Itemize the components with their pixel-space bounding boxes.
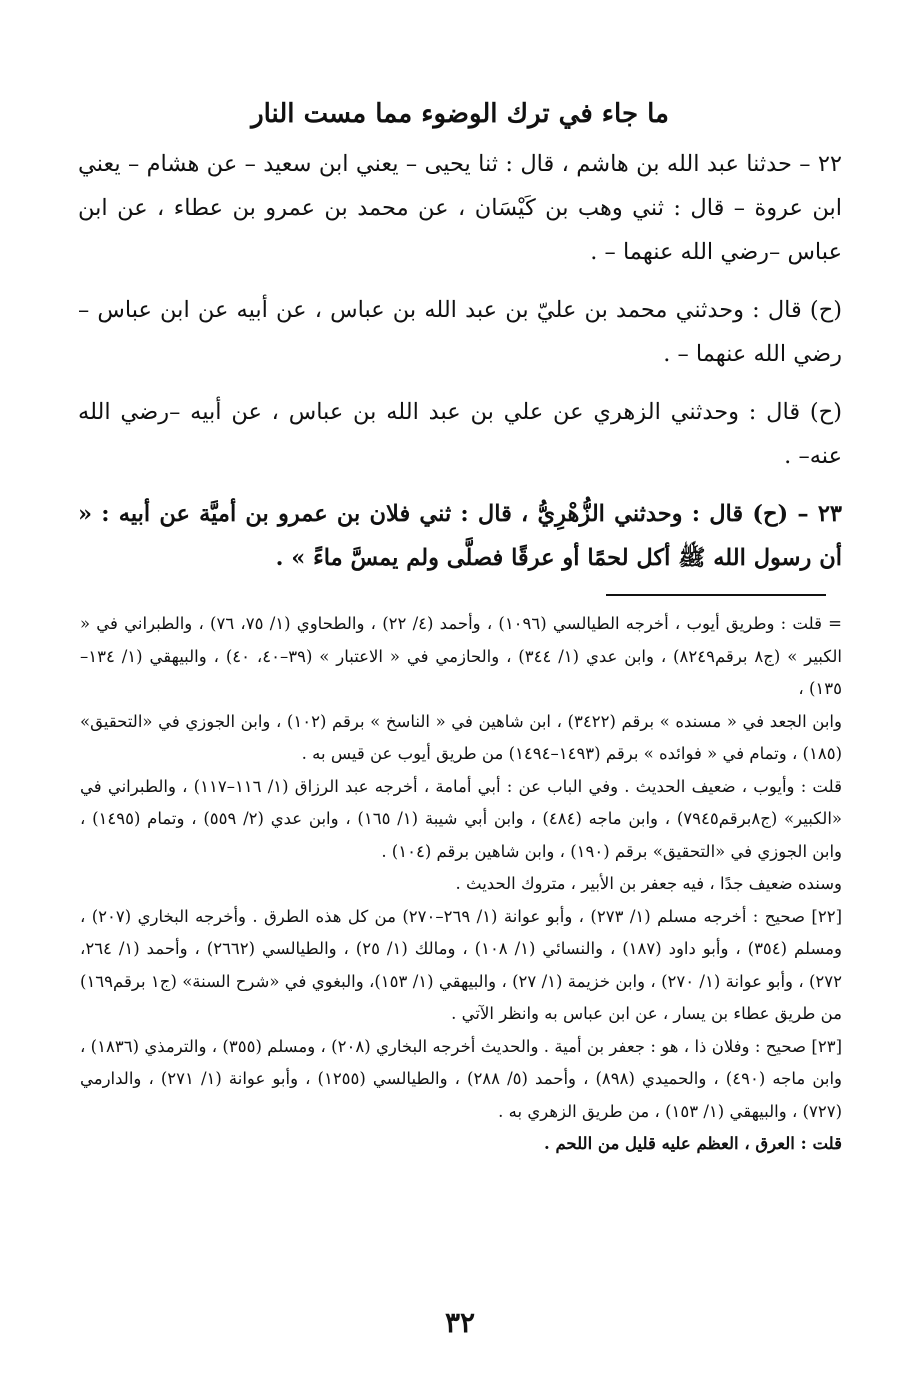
footnote-note-3: قلت : العرق ، العظم عليه قليل من اللحم . — [543, 1134, 842, 1153]
footnote-continuation: = قلت : وطريق أيوب ، أخرجه الطيالسي (١٠٩٦) ، وأحمد (٤/ ٢٢) ، والطحاوي (١/ ٧٥، ٧٦) ، والطبراني في « الكبير » (ج٨ برقم٨٢٤٩) ، وابن عدي (١/ ٣٤٤) ، والحازمي في « الاعتبار » (٣٩–٤٠، ٤٠) ، والبيهقي (١/ ١٣٤–١٣٥) ، — [80, 614, 843, 698]
footnote-continuation-2: وابن الجعد في « مسنده » برقم (٣٤٢٢) ، ابن شاهين في « الناسخ » برقم (١٠٢) ، وابن الجوزي في «التحقيق» (١٨٥) ، وتمام في « فوائده » برقم (١٤٩٣–١٤٩٤) من طريق أيوب عن قيس به . — [80, 711, 842, 763]
hadith-22-chain-3: (ح) قال : وحدثني الزهري عن علي بن عبد الله بن عباس ، عن أبيه –رضي الله عنه– . — [78, 399, 842, 469]
footnotes — [80, 608, 842, 1161]
hadith-22-chain-2: (ح) قال : وحدثني محمد بن عليّ بن عبد الله بن عباس ، عن أبيه عن ابن عباس –رضي الله عنهما – . — [78, 297, 842, 367]
page-number: ٣٢ — [444, 1306, 476, 1339]
hadith-23-paragraph: ٢٣ – (ح) قال : وحدثني الزُّهْرِيُّ ، قال : ثني فلان بن عمرو بن أميَّة عن أبيه : « أن رسول الله ﷺ أكل لحمًا أو عرقًا فصلَّى ولم يمسَّ ماءً » . — [78, 501, 842, 571]
hadith-22-paragraph: ٢٢ – حدثنا عبد الله بن هاشم ، قال : ثنا يحيى – يعني ابن سعيد – عن هشام – يعني ابن عروة – قال : ثني وهب بن كَيْسَان ، عن محمد بن عمرو بن عطاء ، عن ابن عباس –رضي الله عنهما – . — [78, 151, 842, 265]
footnote-note-2: وسنده ضعيف جدًا ، فيه جعفر بن الأبير ، متروك الحديث . — [455, 874, 842, 893]
page-title: ما جاء في ترك الوضوء مما مست النار — [251, 99, 669, 129]
footnote-separator — [606, 594, 826, 596]
footnote-note: قلت : وأيوب ، ضعيف الحديث . وفي الباب عن : أبي أمامة ، أخرجه عبد الرزاق (١/ ١١٦–١١٧) ، والطبراني في «الكبير» (ج٨برقم٧٩٤٥) ، وابن ماجه (٤٨٤) ، وابن أبي شيبة (١/ ١٦٥) ، وابن عدي (٢/ ٥٥٩) ، وتمام (١٤٩٥) ، وابن الجوزي في «التحقيق» برقم (١٩٠) ، وابن شاهين برقم (١٠٤) . — [80, 776, 842, 861]
main-text — [78, 142, 842, 594]
footnote-22: [٢٢] صحيح : أخرجه مسلم (١/ ٢٧٣) ، وأبو عوانة (١/ ٢٦٩–٢٧٠) من كل هذه الطرق . وأخرجه البخاري (٢٠٧) ، ومسلم (٣٥٤) ، وأبو داود (١٨٧) ، والنسائي (١/ ١٠٨) ، ومالك (١/ ٢٥) ، والطيالسي (٢٦٦٢) ، وأحمد (١/ ٢٦٤، ٢٧٢) ، وأبو عوانة (١/ ٢٧٠) ، وابن خزيمة (١/ ٢٧) ، والبيهقي (١/ ١٥٣)، والبغوي في «شرح السنة» (ج١ برقم١٦٩) من طريق عطاء بن يسار ، عن ابن عباس به وانظر الآتي . — [80, 906, 843, 1023]
footnote-23: [٢٣] صحيح : وفلان ذا ، هو : جعفر بن أمية . والحديث أخرجه البخاري (٢٠٨) ، ومسلم (٣٥٥) ، والترمذي (١٨٣٦) ، وابن ماجه (٤٩٠) ، والحميدي (٨٩٨) ، وأحمد (٥/ ٢٨٨) ، والطيالسي (١٢٥٥) ، وأبو عوانة (١/ ٢٧١) ، والدارمي (٧٢٧) ، والبيهقي (١/ ١٥٣) ، من طريق الزهري به . — [80, 1036, 843, 1121]
